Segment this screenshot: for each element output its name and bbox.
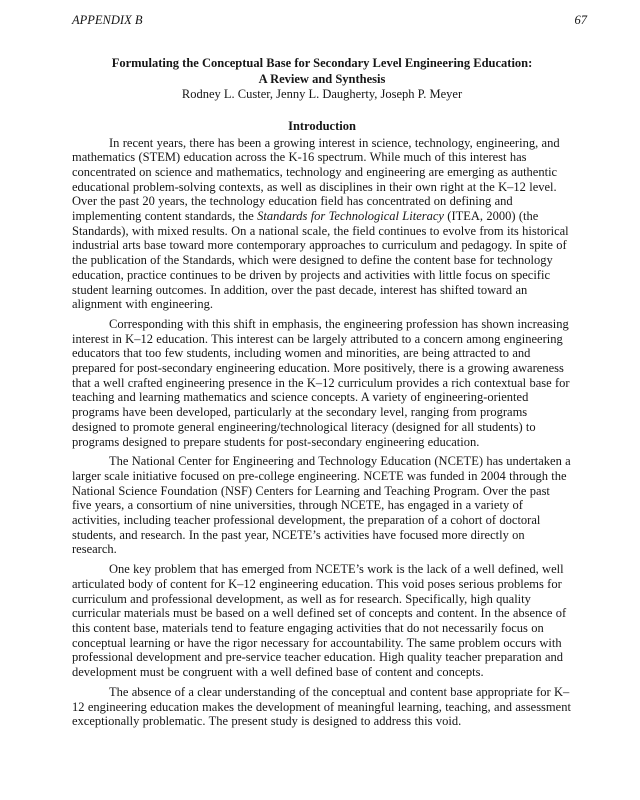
paragraph-1: [72, 136, 572, 312]
body-text: [72, 136, 572, 729]
page-header: [72, 13, 587, 28]
authors-line: Rodney L. Custer, Jenny L. Daugherty, Joseph P. Meyer: [181, 87, 463, 101]
paragraph-2: Corresponding with this shift in emphasis, the engineering profession has shown increasing interest in K–12 education. This interest can be largely attributed to a concern among engineering educators that too few students, including women and minorities, are being attracted to and prepared for post-secondary engineering education. More positively, there is a growing awareness that a well crafted engineering presence in the K–12 curriculum provides a rich contextual base for teaching and learning mathematics and science concepts. A variety of engineering-oriented programs have been developed, particularly at the secondary level, ranging from programs designed to promote general engineering/technological literacy (designed for all students) to programs designed to prepare students for post-secondary engineering education.: [72, 316, 570, 449]
running-head: APPENDIX B: [72, 13, 143, 27]
paragraph-4: One key problem that has emerged from NCETE’s work is the lack of a well defined, well articulated body of content for K–12 engineering education. This void poses serious problems for curriculum and professional development, as well as for research. Specifically, high quality curricular materials must be based on a well defined set of concepts and content. In the absence of this content base, materials tend to feature engaging activities that do not necessarily focus on conceptual learning or have the rigor necessary for accountability. The same problem occurs with professional development and pre-service teacher education. High quality teacher preparation and development must be congruent with a well defined base of content and concepts.: [72, 562, 567, 680]
paragraph-1-text-before-italic: In recent years, there has been a growing interest in science, technology, engineering, and mathematics (STEM) education across the K-16 spectrum. While much of this interest has concentrated on science and mathematics, technology and engineering are emerging as authentic educational problem-solving contexts, as well as disciplines in their own right at the K–12 level. Over the past 20 years, the technology education field has concentrated on defining and implementing content standards, the: [72, 135, 560, 224]
document-title-line-2: A Review and Synthesis: [258, 71, 386, 86]
paragraph-1-text-after-italic: (ITEA, 2000) (the Standards), with mixed results. On a national scale, the field continues to evolve from its historical industrial arts base toward more contemporary approaches to curriculum and pedagogy. In spite of the publication of the Standards, which were designed to define the content base for technology education, practice continues to be driven by projects and activities with little focus on specific student learning outcomes. In addition, over the past decade, interest has shifted toward an alignment with engineering.: [72, 209, 569, 312]
document-title-line-1: Formulating the Conceptual Base for Secondary Level Engineering Education:: [111, 56, 533, 70]
page-content: [72, 56, 572, 734]
section-heading-introduction: Introduction: [288, 118, 356, 133]
page-number: 67: [574, 13, 587, 27]
title-block: [72, 56, 572, 103]
paragraph-3: The National Center for Engineering and Technology Education (NCETE) has undertaken a larger scale initiative focused on pre-college engineering. NCETE was funded in 2004 through the National Science Foundation (NSF) Centers for Learning and Teaching Program. Over the past five years, a consortium of nine universities, through NCETE, has engaged in a variety of activities, including teacher professional development, the preparation of a cohort of doctoral students, and research. In the past year, NCETE’s activities have focused more directly on research.: [72, 454, 571, 557]
paragraph-1-book-title-italic: Standards for Technological Literacy: [257, 209, 444, 224]
paragraph-5: The absence of a clear understanding of the conceptual and content base appropriate for K–12 engineering education makes the development of meaningful learning, teaching, and assessment exceptionally problematic. The present study is designed to address this void.: [72, 684, 571, 729]
